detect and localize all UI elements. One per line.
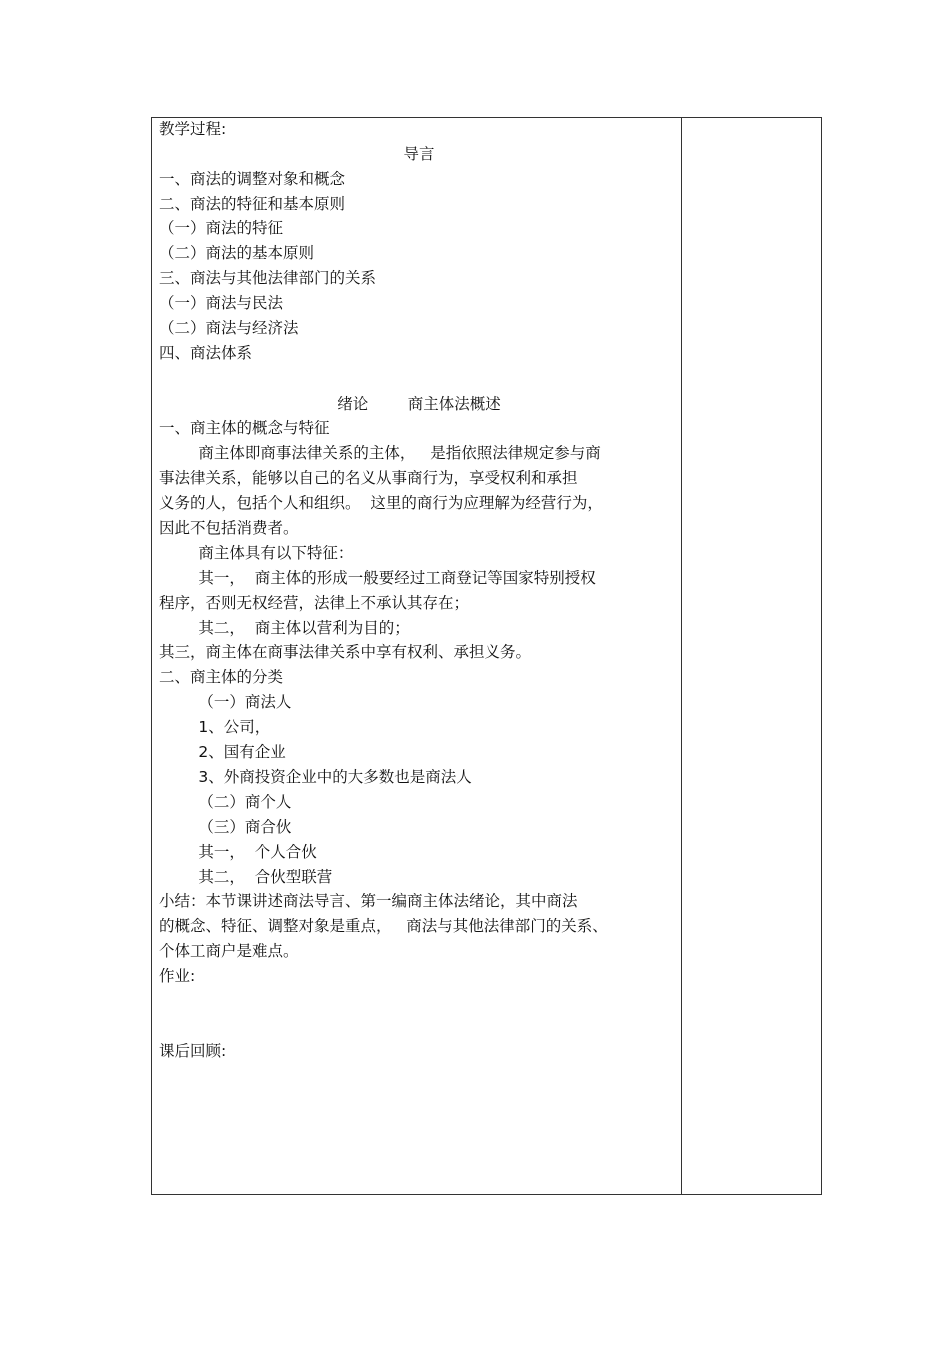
summary-line: 小结：本节课讲述商法导言、第一编商主体法绪论，其中商法 <box>159 892 578 910</box>
intro-item: （一）商法与民法 <box>159 294 284 312</box>
classification-item: 3、外商投资企业中的大多数也是商法人 <box>159 768 472 786</box>
intro-item: 三、商法与其他法律部门的关系 <box>159 269 377 287</box>
homework-label: 作业: <box>159 967 196 985</box>
paragraph-line: 义务的人，包括个人和组织。 这里的商行为应理解为经营行为， <box>159 494 603 512</box>
section-title: 二、商主体的分类 <box>159 668 284 686</box>
intro-heading: 导言 <box>403 145 435 163</box>
intro-item: （二）商法的基本原则 <box>159 244 315 262</box>
classification-item: （二）商个人 <box>159 793 292 811</box>
summary-line: 个体工商户是难点。 <box>159 942 299 960</box>
intro-item: 一、商法的调整对象和概念 <box>159 170 346 188</box>
features-intro: 商主体具有以下特征： <box>159 544 354 562</box>
section-title: 一、商主体的概念与特征 <box>159 419 330 437</box>
classification-item: 2、国有企业 <box>159 743 286 761</box>
paragraph-line: 商主体即商事法律关系的主体， 是指依照法律规定参与商 <box>159 444 601 462</box>
process-label: 教学过程: <box>159 120 227 138</box>
classification-item: 其二， 合伙型联营 <box>159 868 333 886</box>
classification-item: 1、公司， <box>159 718 271 736</box>
intro-item: （一）商法的特征 <box>159 219 284 237</box>
paragraph-line: 事法律关系，能够以自己的名义从事商行为，享受权利和承担 <box>159 469 578 487</box>
summary-line: 的概念、特征、调整对象是重点， 商法与其他法律部门的关系、 <box>159 917 608 935</box>
notes-cell <box>682 118 821 1194</box>
intro-item: 二、商法的特征和基本原则 <box>159 195 346 213</box>
classification-item: 其一， 个人合伙 <box>159 843 317 861</box>
feature-line: 其一， 商主体的形成一般要经过工商登记等国家特别授权 <box>159 569 596 587</box>
paragraph-line: 因此不包括消费者。 <box>159 519 299 537</box>
review-label: 课后回顾: <box>159 1042 227 1060</box>
intro-item: （二）商法与经济法 <box>159 319 299 337</box>
classification-item: （一）商法人 <box>159 693 292 711</box>
feature-line: 程序，否则无权经营，法律上不承认其存在； <box>159 594 470 612</box>
lesson-table <box>151 117 822 1195</box>
classification-item: （三）商合伙 <box>159 818 292 836</box>
feature-line: 其三，商主体在商事法律关系中享有权利、承担义务。 <box>159 643 532 661</box>
chapter-heading: 绪论 商主体法概述 <box>337 395 501 413</box>
intro-item: 四、商法体系 <box>159 344 253 362</box>
feature-line: 其二， 商主体以营利为目的； <box>159 619 410 637</box>
